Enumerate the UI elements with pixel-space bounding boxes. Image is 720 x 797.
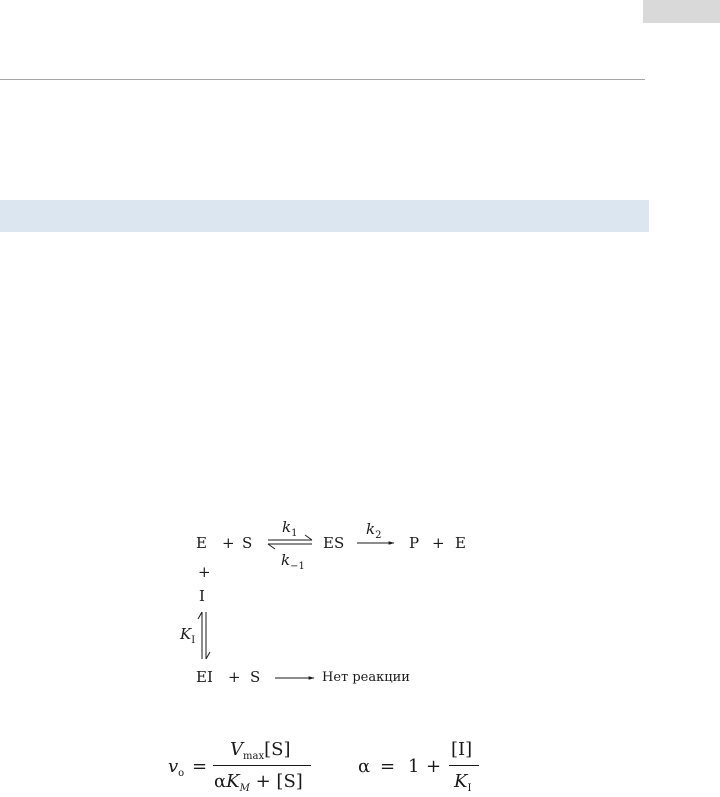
plus-sign-vertical: + — [198, 563, 211, 581]
plus-sign: + — [426, 756, 442, 777]
product-P: P — [409, 534, 420, 552]
alpha-fraction-bar — [449, 765, 479, 766]
alpha-denominator: $K_I$ — [454, 771, 472, 794]
substrate-S: S — [250, 668, 261, 686]
alpha-numerator: [I] — [451, 739, 473, 760]
rate-constant-k2: $k_2$ — [366, 520, 382, 541]
complex-EI: EI — [196, 668, 213, 686]
fraction-bar — [213, 765, 311, 766]
alpha-symbol: α — [358, 756, 371, 777]
denominator: $\alpha K_M + [S]$ — [214, 771, 303, 794]
equals-sign: = — [380, 756, 396, 777]
v0-symbol: $v_o$ — [168, 756, 185, 779]
enzyme-E: E — [455, 534, 466, 552]
plus-sign: + — [222, 534, 235, 552]
substrate-S: S — [242, 534, 253, 552]
plus-sign: + — [228, 668, 241, 686]
equals-sign: = — [192, 756, 208, 777]
one: 1 — [408, 756, 420, 777]
plus-sign: + — [432, 534, 445, 552]
rate-constant-k-1: $k_{-1}$ — [281, 551, 305, 572]
rate-constant-k1: $k_1$ — [282, 518, 298, 539]
dissociation-constant-KI: $K_I$ — [180, 625, 196, 646]
complex-ES: ES — [323, 534, 345, 552]
inhibitor-I: I — [199, 587, 205, 605]
no-reaction-label: Нет реакции — [322, 670, 410, 685]
enzyme-E: E — [196, 534, 207, 552]
numerator: $V_{max}[S]$ — [230, 739, 291, 762]
